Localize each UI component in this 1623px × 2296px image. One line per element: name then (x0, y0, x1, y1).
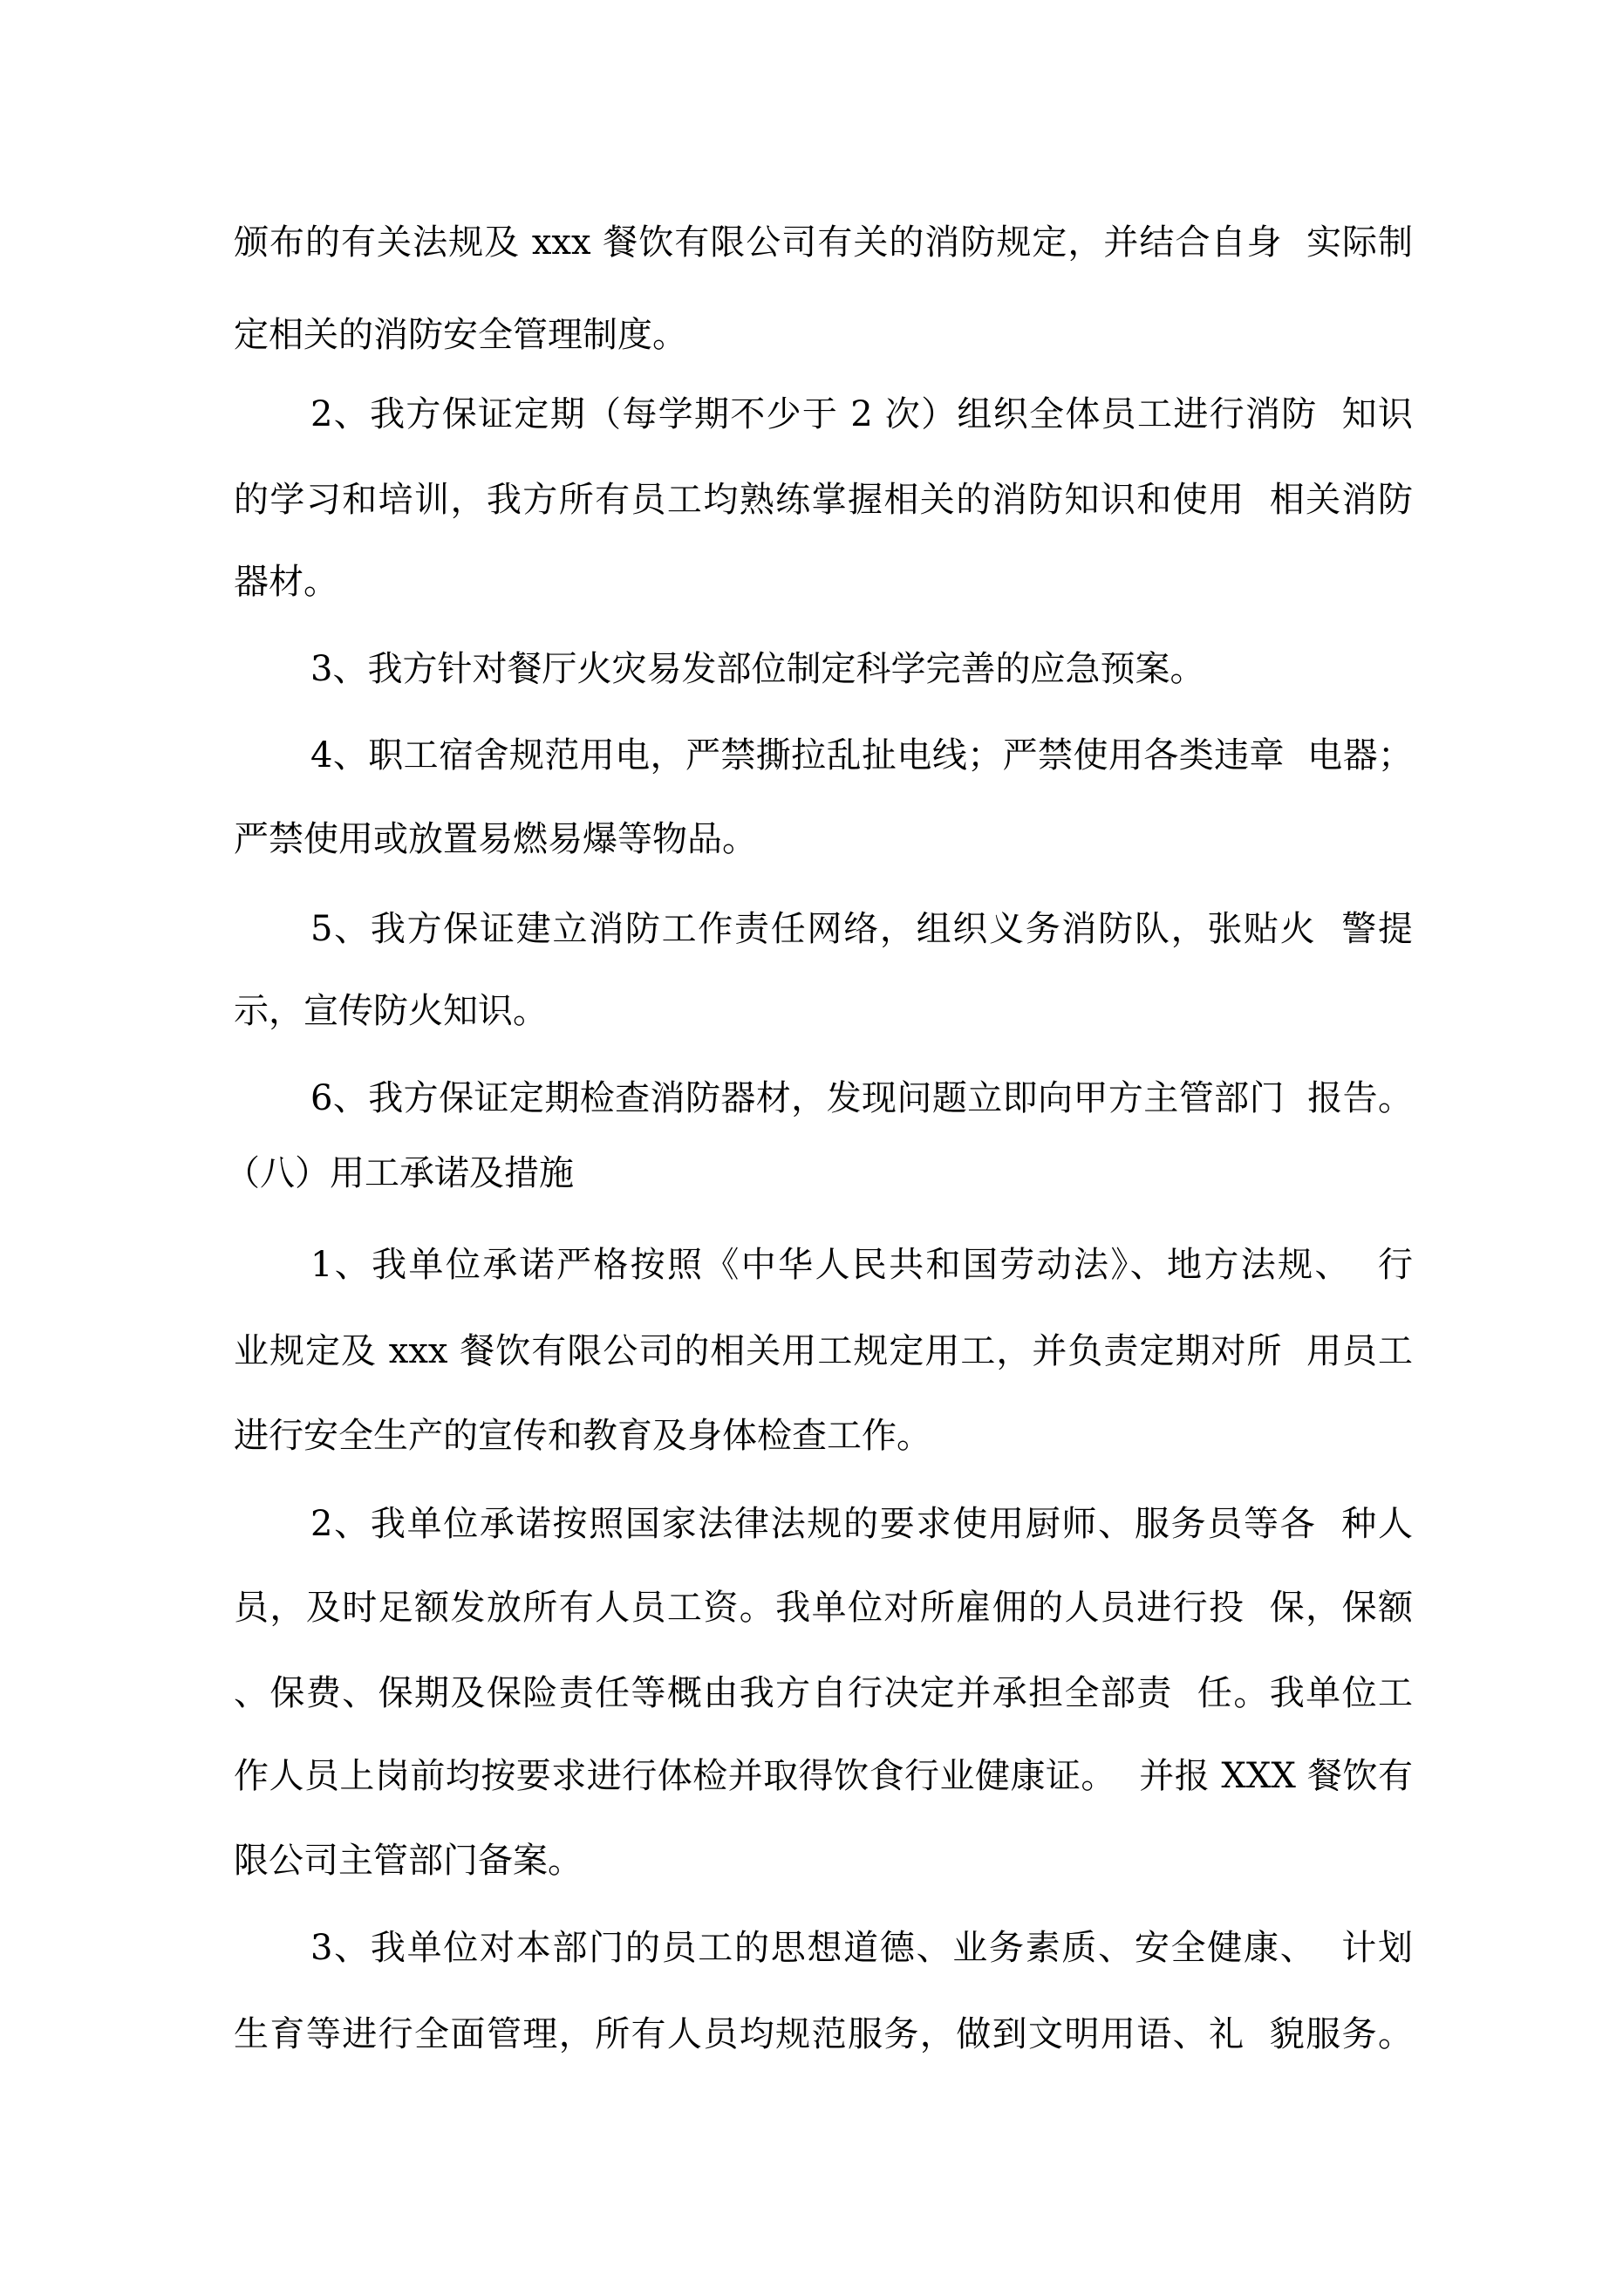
text-line: 生育等进行全面管理，所有人员均规范服务，做到文明用语、礼 貌服务。 (234, 2014, 1413, 2054)
section-heading: （八）用工承诺及措施 (225, 1153, 574, 1193)
text-line: 2、我方保证定期（每学期不少于 2 次）组织全体员工进行消防 知识 (310, 394, 1413, 434)
text-line: 的学习和培训，我方所有员工均熟练掌握相关的消防知识和使用 相关消防 (234, 480, 1413, 520)
text-line: 业规定及 xxx 餐饮有限公司的相关用工规定用工，并负责定期对所 用员工 (234, 1331, 1413, 1371)
text-line: 示，宣传防火知识。 (234, 991, 548, 1031)
text-line: 颁布的有关法规及 xxx 餐饮有限公司有关的消防规定，并结合自身 实际制 (234, 222, 1413, 263)
text-line: 严禁使用或放置易燃易爆等物品。 (234, 819, 757, 859)
text-line: 3、我单位对本部门的员工的思想道德、业务素质、安全健康、 计划 (310, 1928, 1413, 1968)
text-line: 、保费、保期及保险责任等概由我方自行决定并承担全部责 任。我单位工 (234, 1673, 1413, 1713)
text-line: 限公司主管部门备案。 (234, 1841, 583, 1881)
text-line: 2、我单位承诺按照国家法律法规的要求使用厨师、服务员等各 种人 (310, 1504, 1413, 1544)
text-line: 1、我单位承诺严格按照《中华人民共和国劳动法》、地方法规、 行 (310, 1245, 1413, 1285)
text-line: 作人员上岗前均按要求进行体检并取得饮食行业健康证。 并报 XXX 餐饮有 (234, 1756, 1413, 1796)
text-line: 员，及时足额发放所有人员工资。我单位对所雇佣的人员进行投 保，保额 (234, 1588, 1413, 1628)
text-line: 3、我方针对餐厅火灾易发部位制定科学完善的应急预案。 (310, 649, 1205, 689)
text-line: 4、职工宿舍规范用电，严禁撕拉乱扯电线；严禁使用各类违章 电器； (310, 735, 1413, 776)
text-line: 进行安全生产的宣传和教育及身体检查工作。 (234, 1416, 931, 1456)
text-line: 定相关的消防安全管理制度。 (234, 315, 687, 355)
text-line: 器材。 (234, 562, 338, 602)
text-line: 6、我方保证定期检查消防器材，发现问题立即向甲方主管部门 报告。 (310, 1078, 1413, 1118)
text-line: 5、我方保证建立消防工作责任网络，组织义务消防队，张贴火 警提 (310, 909, 1413, 949)
